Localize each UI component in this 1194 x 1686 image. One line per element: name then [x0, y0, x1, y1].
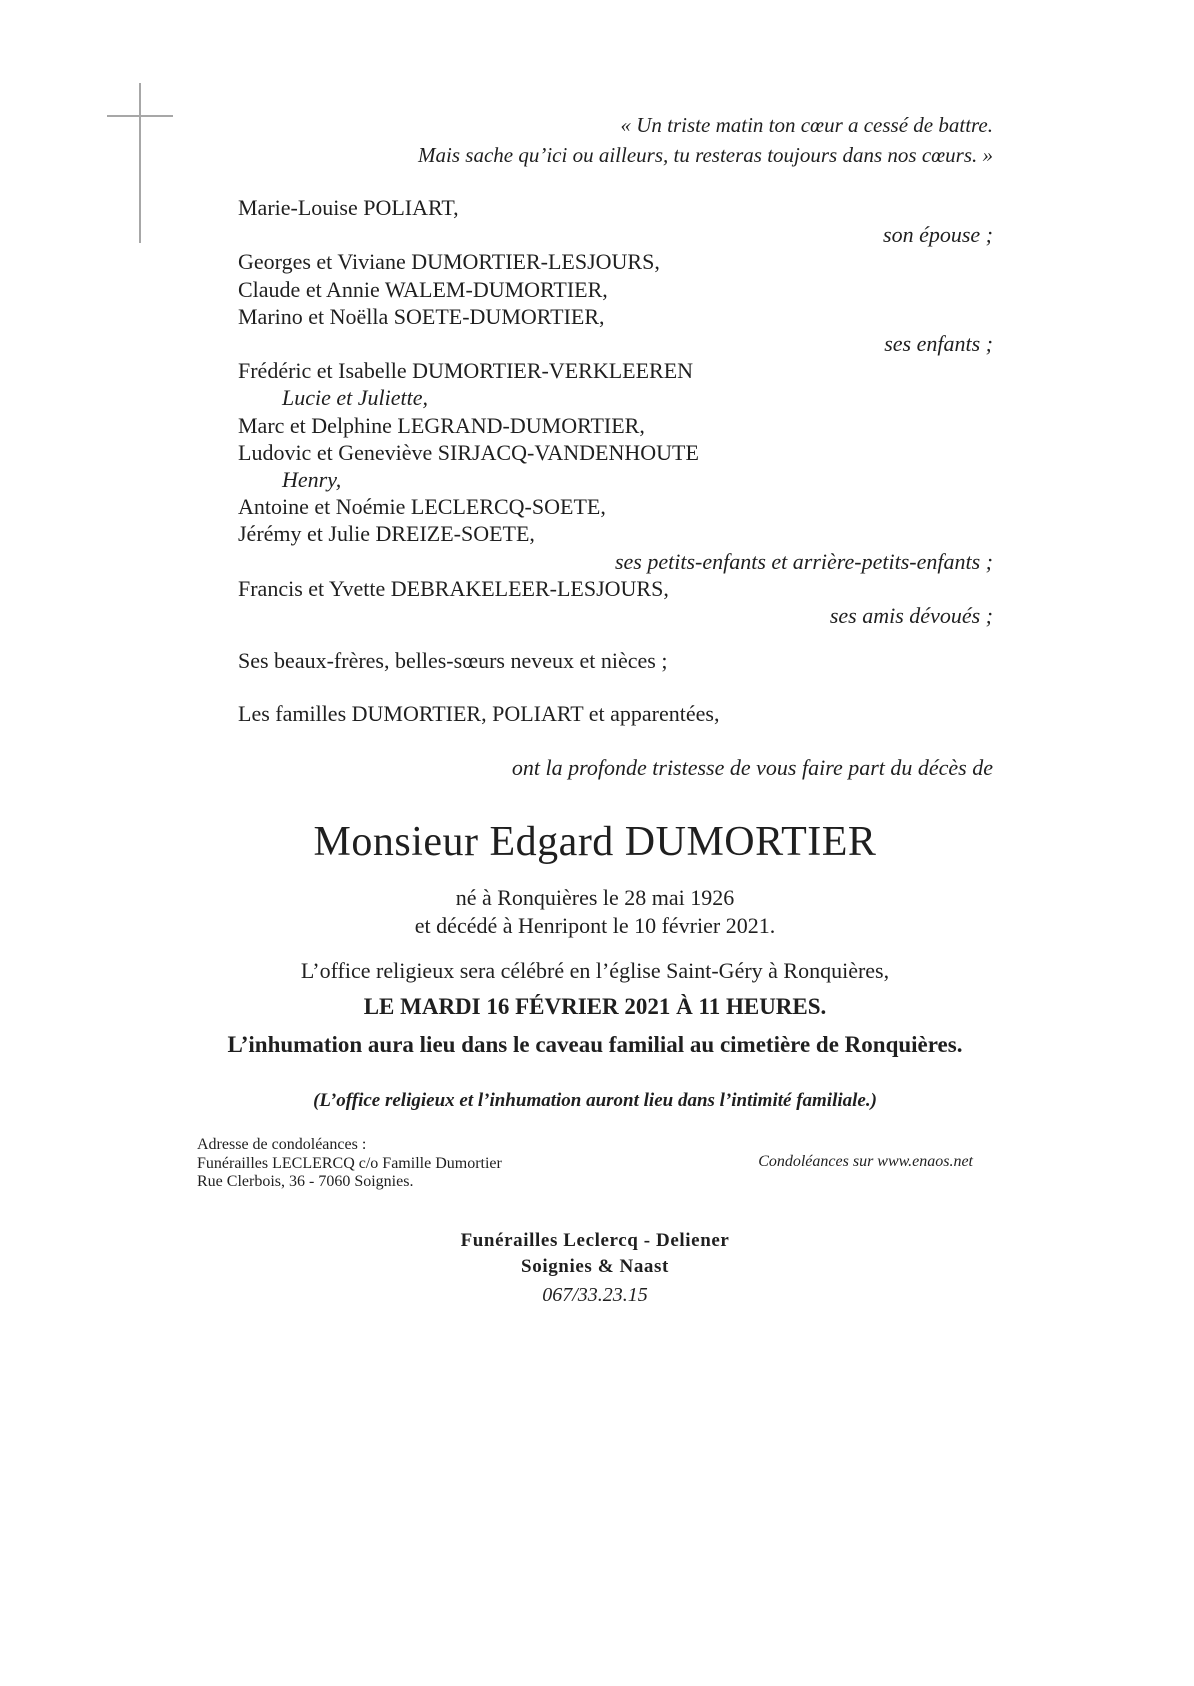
announcement-line: ont la profonde tristesse de vous faire part du décès de — [511, 755, 993, 780]
funeral-home-name: Funérailles Leclercq - Deliener — [460, 1230, 730, 1251]
mourner-name: Henry, — [282, 467, 342, 493]
mourner-name: Claude et Annie WALEM-DUMORTIER, — [238, 276, 608, 302]
deceased-dates — [197, 884, 993, 940]
condolences-address-1: Funérailles LECLERCQ c/o Famille Dumortier — [197, 1154, 502, 1172]
relation-label: son épouse ; — [883, 222, 993, 248]
mourner-name: Antoine et Noémie LECLERCQ-SOETE, — [238, 494, 606, 520]
mourner-name: Francis et Yvette DEBRAKELEER-LESJOURS, — [238, 575, 669, 601]
mourner-name: Frédéric et Isabelle DUMORTIER-VERKLEEREN — [238, 358, 694, 384]
condolences-label: Adresse de condoléances : — [197, 1136, 367, 1153]
mourner-name: Ludovic et Geneviève SIRJACQ-VANDENHOUTE — [238, 439, 699, 465]
service-office-line: L’office religieux sera célébré en l’église Saint-Géry à Ronquières, — [300, 958, 890, 983]
mourner-name: Marie-Louise POLIART, — [238, 195, 459, 220]
extended-family-line: Ses beaux-frères, belles-sœurs neveux et nièces ; — [238, 648, 668, 673]
mourner-name: Marc et Delphine LEGRAND-DUMORTIER, — [238, 412, 645, 438]
relation-label: ses enfants ; — [884, 331, 993, 357]
mourner-name: Jérémy et Julie DREIZE-SOETE, — [238, 521, 535, 547]
memorial-quote — [197, 110, 993, 170]
birth-line: né à Ronquières le 28 mai 1926 — [455, 885, 735, 910]
service-burial-line: L’inhumation aura lieu dans le caveau familial au cimetière de Ronquières. — [227, 1032, 963, 1057]
condolences-address-2: Rue Clerbois, 36 - 7060 Soignies. — [197, 1173, 414, 1190]
relation-label: ses amis dévoués ; — [829, 603, 993, 629]
families-line: Les familles DUMORTIER, POLIART et apparentées, — [238, 701, 720, 726]
quote-line-2: Mais sache qu’ici ou ailleurs, tu resteras toujours dans nos cœurs. » — [418, 143, 993, 167]
condolences-online-line: Condoléances sur www.enaos.net — [758, 1153, 973, 1170]
service-datetime-line: LE MARDI 16 FÉVRIER 2021 À 11 HEURES. — [363, 994, 827, 1019]
funeral-home-phone: 067/33.23.15 — [542, 1284, 648, 1306]
relation-label: ses petits-enfants et arrière-petits-enfants ; — [614, 548, 993, 574]
quote-line-1: « Un triste matin ton cœur a cessé de battre. — [620, 113, 993, 137]
mourner-name: Marino et Noëlla SOETE-DUMORTIER, — [238, 303, 605, 329]
mourner-name: Lucie et Juliette, — [282, 385, 428, 411]
death-line: et décédé à Henripont le 10 février 2021. — [414, 913, 776, 938]
service-privacy-line: (L’office religieux et l’inhumation auront lieu dans l’intimité familiale.) — [313, 1090, 877, 1111]
mourner-name: Georges et Viviane DUMORTIER-LESJOURS, — [238, 249, 660, 275]
deceased-name: Monsieur Edgard DUMORTIER — [313, 819, 877, 865]
mourners-list — [197, 194, 993, 629]
funeral-home-locations: Soignies & Naast — [521, 1256, 669, 1277]
